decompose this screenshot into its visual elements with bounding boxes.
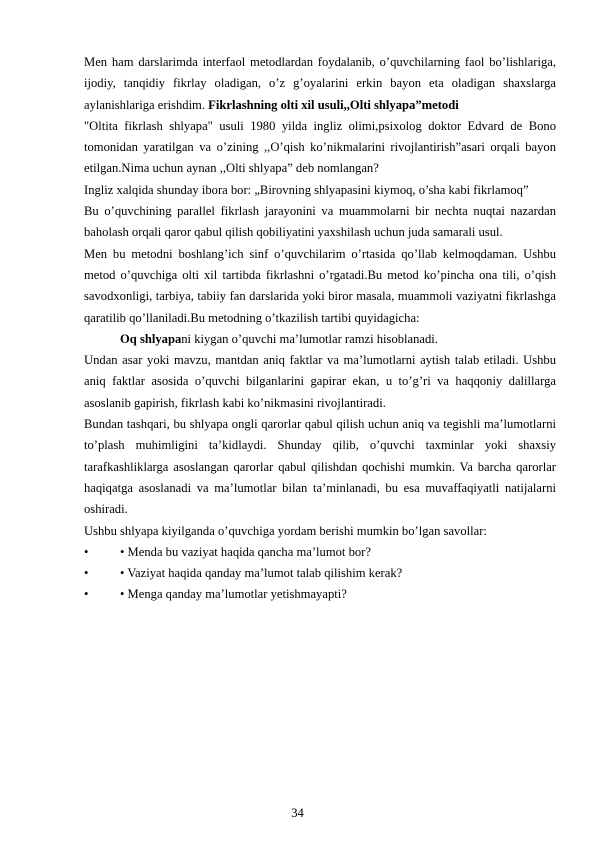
paragraph-origin: "Oltita fikrlash shlyapa" usuli 1980 yilda ingliz olimi,psixolog doktor Edvard de Bono tomonidan yaratilgan va o’zining ,,O’qish ko’nikmalarini rivojlantirish”asari orqali bayon etilgan.Nima uchun aynan ,,Olti shlyapa” deb nomlangan?: [84, 118, 556, 176]
document-page: [84, 52, 556, 606]
list-item: [84, 584, 556, 605]
paragraph-decisions: Bundan tashqari, bu shlyapa ongli qarorlar qabul qilish uchun aniq va tegishli ma’lumotlarni to’plash muhimligini ta’kidlaydi. Shunday qilib, o’quvchi taxminlar yoki shaxsiy tarafkashliklarga asoslangan qarorlar qabul qilishdan qochishi mumkin. Va barcha qarorlar haqiqatga asoslanadi va ma’lumotlar bilan ta’minlanadi, bu esa muvaffaqiyatli natijalarni oshiradi.: [84, 417, 556, 517]
list-item: [84, 542, 556, 563]
paragraph-purpose: Bu o’quvchining parallel fikrlash jarayonini va muammolarni bir nechta nuqtai nazardan baholash orqali qaror qabul qilish qobiliyatini yaxshilash uchun juda samarali usul.: [84, 204, 556, 240]
paragraph-intro: [84, 52, 556, 116]
bullet-mark: •: [84, 544, 89, 559]
paragraph-white-hat: [84, 329, 556, 350]
bullet-mark: •: [84, 587, 89, 602]
bullet-text: • Vaziyat haqida qanday ma’lumot talab qilishim kerak?: [120, 566, 403, 581]
intro-text: Men ham darslarimda interfaol metodlardan foydalanib, o’quvchilarning faol bo’lishlariga, ijodiy, tanqidiy fikrlay oladigan, o’z g’oyalarini erkin bayon eta oladigan shaxslarga aylanishlariga erishdim.: [84, 55, 556, 112]
paragraph-facts: Undan asar yoki mavzu, mantdan aniq faktlar va ma’lumotlarni aytish talab etiladi. Ushbu aniq faktlar asosida o’quvchi bilganlarini gapirar ekan, u to’g’ri va haqqoniy dalillarga asoslanib gapirish, fikrlash kabi ko’nikmasini rivojlantiradi.: [84, 353, 556, 410]
bullet-text: • Menga qanday ma’lumotlar yetishmayapti?: [120, 587, 347, 602]
white-hat-term: Oq shlyapa: [120, 331, 182, 346]
white-hat-desc: ni kiygan o’quvchi ma’lumotlar ramzi hisoblanadi.: [181, 331, 438, 346]
paragraph-idiom: Ingliz xalqida shunday ibora bor: „Birovning shlyapasini kiymoq, o’sha kabi fikrlamoq”: [84, 182, 529, 197]
paragraph-usage: Men bu metodni boshlang’ich sinf o’quvchilarim o’rtasida qo’llab kelmoqdaman. Ushbu metod o’quvchiga olti xil tartibda fikrlashni o’rgatadi.Bu metod ko’pincha ona tili, o’qish savodxonligi, tarbiya, tabiiy fan darslarida yoki biror masala, muammoli vaziyatni fikrlashga qaratilib qo’llaniladi.Bu metodning o’tkazilish tartibi quyidagicha:: [84, 246, 556, 325]
bullet-text: • Menda bu vaziyat haqida qancha ma’lumot bor?: [120, 544, 371, 559]
bullet-mark: •: [84, 566, 89, 581]
page-number: 34: [291, 806, 304, 820]
section-heading: Fikrlashning olti xil usuli,,Olti shlyapa”metodi: [208, 97, 459, 112]
paragraph-questions-intro: Ushbu shlyapa kiyilganda o’quvchiga yordam berishi mumkin bo’lgan savollar:: [84, 523, 487, 538]
list-item: [84, 563, 556, 584]
